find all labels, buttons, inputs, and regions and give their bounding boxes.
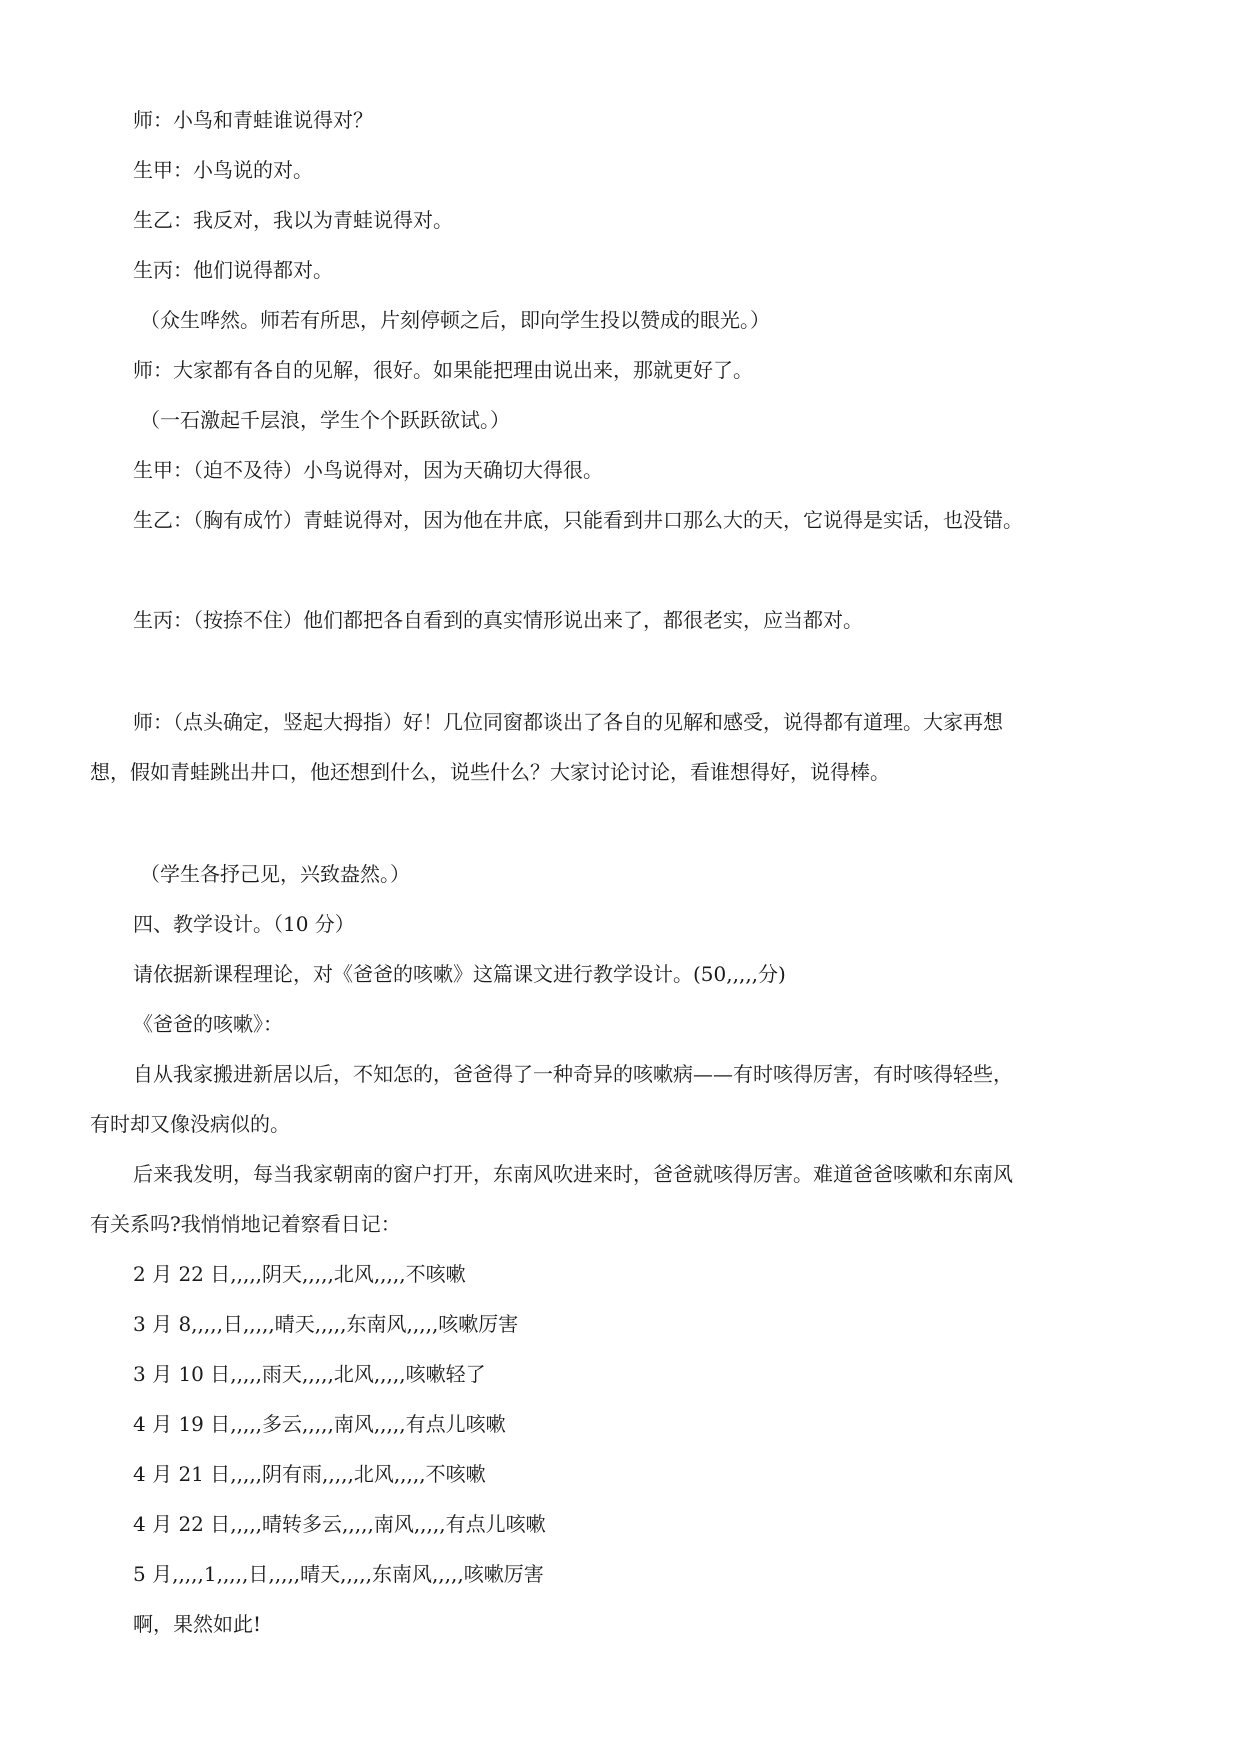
diary-entry: 4 月 22 日,,,,,晴转多云,,,,,南风,,,,,有点儿咳嗽 xyxy=(133,1512,546,1536)
dialogue-line: 生丙：（按捺不住）他们都把各自看到的真实情形说出来了，都很老实，应当都对。 xyxy=(133,608,863,632)
diary-entry: 5 月,,,,,1,,,,,日,,,,,晴天,,,,,东南风,,,,,咳嗽厉害 xyxy=(133,1562,544,1586)
dialogue-line: 师：（点头确定，竖起大拇指）好！几位同窗都谈出了各自的见解和感受，说得都有道理。大家再想 xyxy=(133,710,1003,734)
dialogue-line: 师：小鸟和青蛙谁说得对？ xyxy=(133,108,373,132)
paragraph-line: 有关系吗?我悄悄地记着察看日记： xyxy=(90,1212,401,1236)
dialogue-line: 生丙：他们说得都对。 xyxy=(133,258,333,282)
text-title: 《爸爸的咳嗽》： xyxy=(133,1012,283,1036)
paragraph-line: 有时却又像没病似的。 xyxy=(90,1112,290,1136)
diary-entry: 4 月 19 日,,,,,多云,,,,,南风,,,,,有点儿咳嗽 xyxy=(133,1412,506,1436)
dialogue-line: 生甲：小鸟说的对。 xyxy=(133,158,313,182)
paragraph-line: 后来我发明，每当我家朝南的窗户打开，东南风吹进来时，爸爸就咳得厉害。难道爸爸咳嗽和东南风 xyxy=(133,1162,1013,1186)
diary-entry: 3 月 10 日,,,,,雨天,,,,,北风,,,,,咳嗽轻了 xyxy=(133,1362,486,1386)
diary-entry: 4 月 21 日,,,,,阴有雨,,,,,北风,,,,,不咳嗽 xyxy=(133,1462,486,1486)
stage-note: （学生各抒己见，兴致盎然。） xyxy=(140,862,410,886)
dialogue-line: 生乙：我反对，我以为青蛙说得对。 xyxy=(133,208,453,232)
section-heading: 四、教学设计。（10 分） xyxy=(133,912,355,936)
diary-entry: 2 月 22 日,,,,,阴天,,,,,北风,,,,,不咳嗽 xyxy=(133,1262,466,1286)
paragraph-line: 自从我家搬进新居以后，不知怎的，爸爸得了一种奇异的咳嗽病——有时咳得厉害，有时咳得轻些， xyxy=(133,1062,1013,1086)
task-instruction: 请依据新课程理论，对《爸爸的咳嗽》这篇课文进行教学设计。(50,,,,,分) xyxy=(133,962,786,986)
dialogue-line: 想，假如青蛙跳出井口，他还想到什么，说些什么？大家讨论讨论，看谁想得好，说得棒。 xyxy=(90,760,890,784)
paragraph-line: 啊，果然如此! xyxy=(133,1612,262,1636)
dialogue-line: 师：大家都有各自的见解，很好。如果能把理由说出来，那就更好了。 xyxy=(133,358,753,382)
diary-entry: 3 月 8,,,,,日,,,,,晴天,,,,,东南风,,,,,咳嗽厉害 xyxy=(133,1312,519,1336)
stage-note: （一石激起千层浪，学生个个跃跃欲试。） xyxy=(140,408,510,432)
stage-note: （众生哗然。师若有所思，片刻停顿之后，即向学生投以赞成的眼光。） xyxy=(140,308,770,332)
dialogue-line: 生乙：（胸有成竹）青蛙说得对，因为他在井底，只能看到井口那么大的天，它说得是实话，也没错。 xyxy=(133,508,1023,532)
dialogue-line: 生甲：（迫不及待）小鸟说得对，因为天确切大得很。 xyxy=(133,458,603,482)
